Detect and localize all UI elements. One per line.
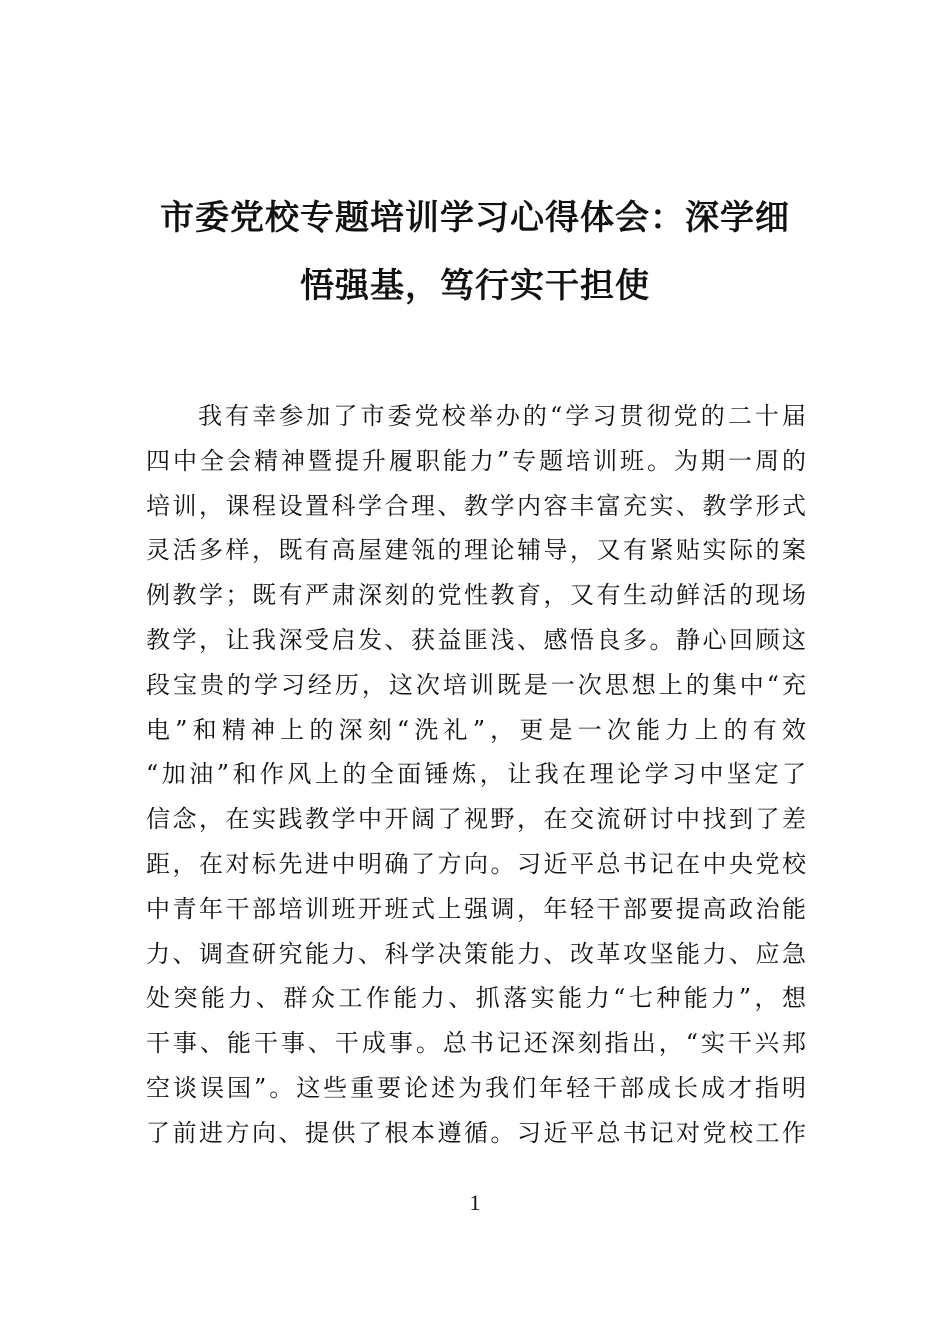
paragraph-line: 例教学；既有严肃深刻的党性教育，又有生动鲜活的现场 [146,581,806,610]
paragraph-line: 力、调查研究能力、科学决策能力、改革攻坚能力、应急 [146,939,806,968]
paragraph-line: 培训，课程设置科学合理、教学内容丰富充实、教学形式 [146,491,806,520]
paragraph-line: 灵活多样，既有高屋建瓴的理论辅导，又有紧贴实际的案 [146,536,806,565]
document-title-line-1: 市委党校专题培训学习心得体会：深学细 [160,198,790,238]
body-paragraph [146,394,806,1156]
paragraph-line: 信念，在实践教学中开阔了视野，在交流研讨中找到了差 [146,805,806,834]
paragraph-line: 干事、能干事、干成事。总书记还深刻指出，“实干兴邦 [146,1029,806,1058]
paragraph-line: 空谈误国”。这些重要论述为我们年轻干部成长成才指明 [146,1073,806,1102]
paragraph-line: “加油”和作风上的全面锤炼，让我在理论学习中坚定了 [146,760,806,789]
paragraph-line: 四中全会精神暨提升履职能力”专题培训班。为期一周的 [146,446,806,475]
paragraph-line: 处突能力、群众工作能力、抓落实能力“七种能力”，想 [146,984,806,1013]
paragraph-line: 段宝贵的学习经历，这次培训既是一次思想上的集中“充 [146,670,806,699]
document-title-line-2: 悟强基，笃行实干担使 [300,266,650,306]
paragraph-line: 中青年干部培训班开班式上强调，年轻干部要提高政治能 [146,894,806,923]
paragraph-line: 距，在对标先进中明确了方向。习近平总书记在中央党校 [146,849,806,878]
paragraph-line: 我有幸参加了市委党校举办的“学习贯彻党的二十届 [198,402,806,430]
paragraph-line: 教学，让我深受启发、获益匪浅、感悟良多。静心回顾这 [146,625,806,654]
page-number: 1 [469,1190,481,1215]
paragraph-line: 了前进方向、提供了根本遵循。习近平总书记对党校工作 [146,1118,806,1147]
paragraph-line: 电”和精神上的深刻“洗礼”，更是一次能力上的有效 [146,715,806,744]
